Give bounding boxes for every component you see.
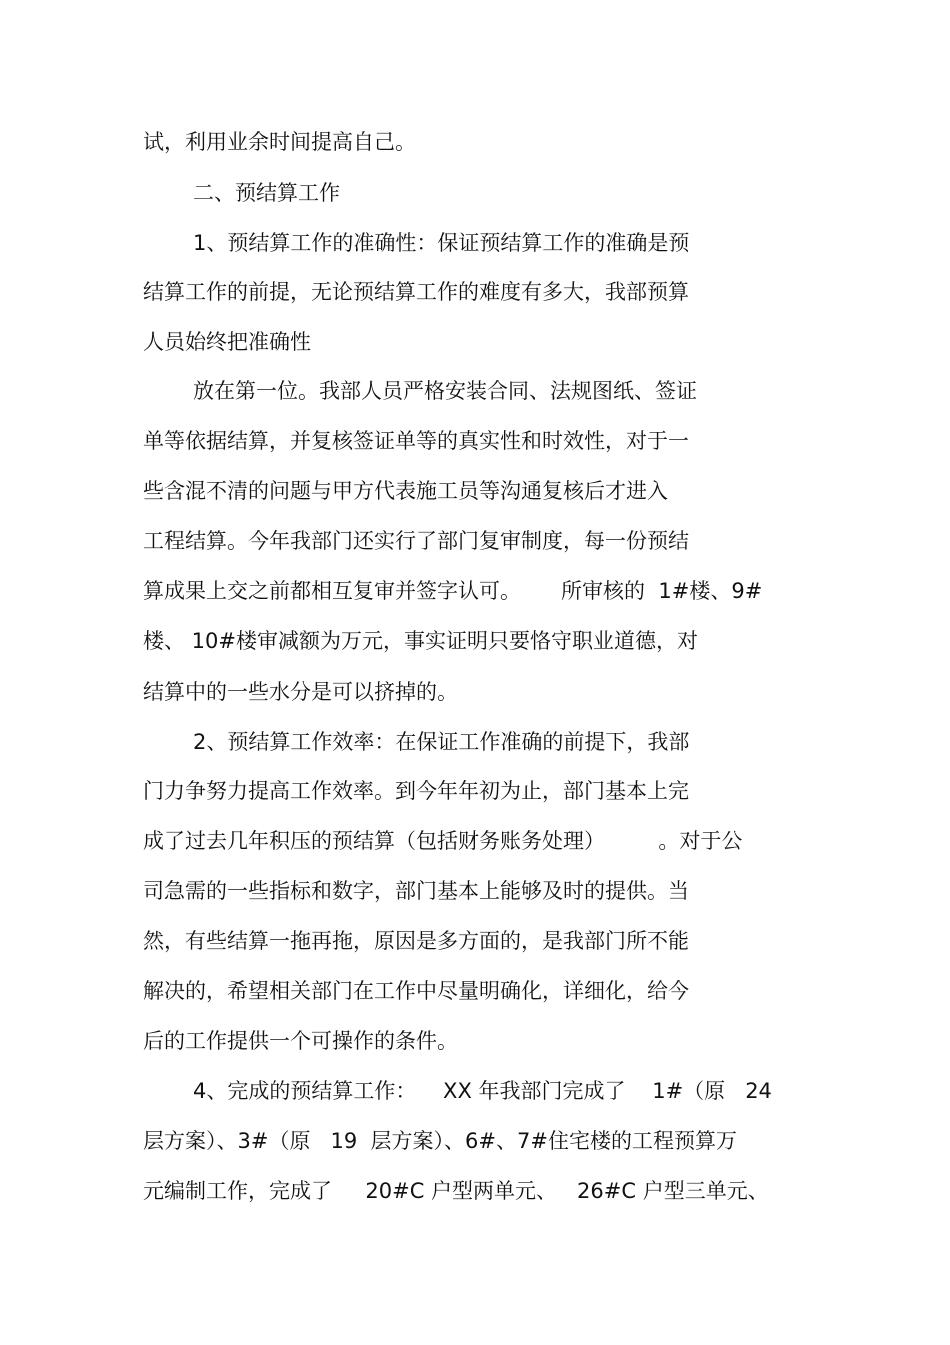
text-line-14: 门力争努力提高工作效率。到今年年初为止，部门基本上完 <box>143 779 689 803</box>
text-line-13: 2、预结算工作效率：在保证工作准确的前提下，我部 <box>193 730 690 754</box>
section-heading-budget-settlement: 二、预结算工作 <box>193 181 340 205</box>
text-line-8: 些含混不清的问题与甲方代表施工员等沟通复核后才进入 <box>143 479 668 503</box>
text-line-9: 工程结算。今年我部门还实行了部门复审制度，每一份预结 <box>143 529 689 553</box>
text-line-5: 人员始终把准确性 <box>143 330 311 354</box>
text-line-11: 楼、 10#楼审减额为万元，事实证明只要恪守职业道德，对 <box>143 629 698 653</box>
text-line-20: 4、完成的预结算工作： XX 年我部门完成了 1#（原 24 <box>193 1079 772 1103</box>
text-line-22: 元编制工作，完成了 20#C 户型两单元、 26#C 户型三单元、 <box>143 1179 769 1203</box>
text-line-18: 解决的，希望相关部门在工作中尽量明确化，详细化，给今 <box>143 979 689 1003</box>
text-line-21: 层方案）、3#（原 19 层方案）、6#、7#住宅楼的工程预算万 <box>143 1129 737 1153</box>
text-line-6: 放在第一位。我部人员严格安装合同、法规图纸、签证 <box>193 379 697 403</box>
text-line-15: 成了过去几年积压的预结算（包括财务账务处理） 。对于公 <box>143 829 743 853</box>
text-line-3: 1、预结算工作的准确性：保证预结算工作的准确是预 <box>193 231 690 255</box>
text-line-12: 结算中的一些水分是可以挤掉的。 <box>143 680 458 704</box>
text-line-4: 结算工作的前提，无论预结算工作的难度有多大，我部预算 <box>143 280 689 304</box>
text-line-16: 司急需的一些指标和数字，部门基本上能够及时的提供。当 <box>143 879 689 903</box>
text-line-1: 试，利用业余时间提高自己。 <box>143 130 416 154</box>
text-line-7: 单等依据结算，并复核签证单等的真实性和时效性，对于一 <box>143 429 689 453</box>
text-line-19: 后的工作提供一个可操作的条件。 <box>143 1029 458 1053</box>
text-line-10: 算成果上交之前都相互复审并签字认可。 所审核的 1#楼、9# <box>143 579 763 603</box>
text-line-17: 然，有些结算一拖再拖，原因是多方面的，是我部门所不能 <box>143 929 689 953</box>
